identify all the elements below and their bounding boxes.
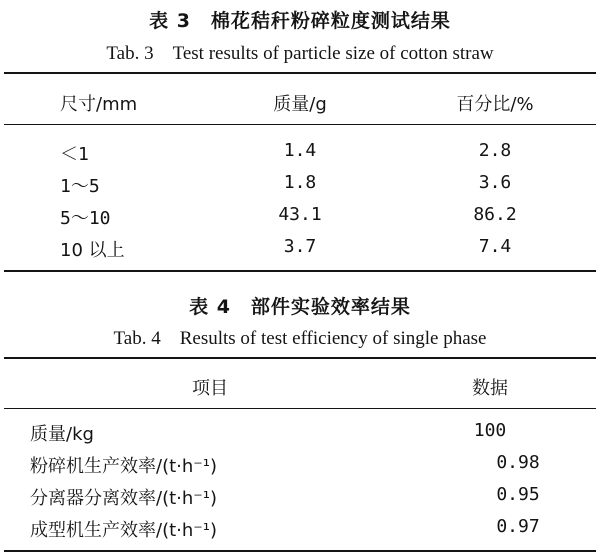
table4-header-rule: [4, 408, 596, 409]
table3-cell: 7.4: [478, 236, 512, 257]
table4-item: 分离器分离效率/(t·h⁻¹): [30, 488, 218, 509]
table3-title-en: Tab. 3 Test results of particle size of cotton straw: [106, 43, 494, 64]
table4-value: 100: [473, 420, 507, 441]
table3-cell: 1～5: [60, 176, 100, 197]
table4-value: 0.98: [496, 452, 540, 473]
table4-title-cn: 表 4 部件实验效率结果: [189, 296, 411, 318]
table3-cell: ＜1: [60, 144, 89, 165]
table3-cell: 10 以上: [60, 240, 125, 261]
table3-cell: 3.7: [283, 236, 317, 257]
table3-header-percent: 百分比/%: [456, 94, 534, 115]
table3-bottom-rule: [4, 270, 596, 272]
table4-top-rule: [4, 357, 596, 359]
table3-header-mass: 质量/g: [273, 94, 327, 115]
table4-value: 0.97: [496, 516, 540, 537]
table3-cell: 86.2: [473, 204, 517, 225]
table3-header-size: 尺寸/mm: [60, 94, 138, 115]
table4-item: 成型机生产效率/(t·h⁻¹): [30, 520, 218, 541]
table3-cell: 43.1: [278, 204, 322, 225]
table4-value: 0.95: [496, 484, 540, 505]
table3-top-rule: [4, 72, 596, 74]
table3-cell: 3.6: [478, 172, 512, 193]
table3-title-cn: 表 3 棉花秸秆粉碎粒度测试结果: [149, 10, 451, 32]
table3-cell: 5～10: [60, 208, 111, 229]
table3-cell: 2.8: [478, 140, 512, 161]
table4-item: 粉碎机生产效率/(t·h⁻¹): [30, 456, 218, 477]
table3-header-rule: [4, 124, 596, 125]
table3-cell: 1.8: [283, 172, 317, 193]
table3-cell: 1.4: [283, 140, 317, 161]
table4-header-item: 项目: [192, 378, 228, 399]
table4-item: 质量/kg: [30, 424, 94, 445]
table4-title-en: Tab. 4 Results of test efficiency of single phase: [113, 328, 487, 349]
table4-header-data: 数据: [472, 378, 508, 399]
table4-bottom-rule: [4, 550, 596, 552]
